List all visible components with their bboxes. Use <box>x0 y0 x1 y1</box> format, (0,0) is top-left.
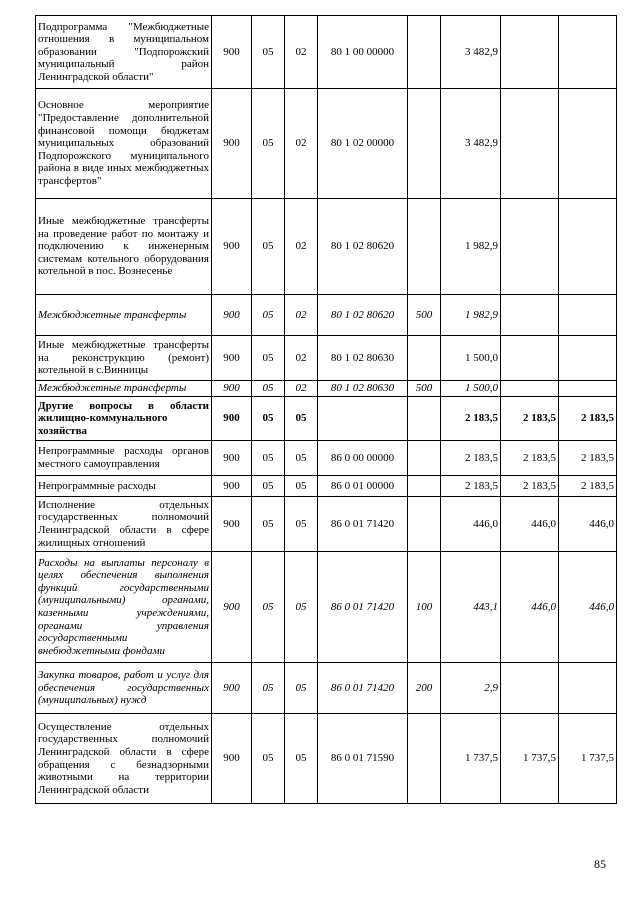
table-row <box>36 16 617 89</box>
row-vr: 500 <box>408 381 441 397</box>
row-sum-1: 446,0 <box>441 497 501 552</box>
row-sum-3 <box>559 663 617 714</box>
row-sum-3: 2 183,5 <box>559 441 617 476</box>
table-row <box>36 714 617 804</box>
row-sum-2 <box>501 381 559 397</box>
row-sum-2: 2 183,5 <box>501 397 559 441</box>
row-vr <box>408 497 441 552</box>
row-rz: 05 <box>252 295 285 336</box>
row-sum-1: 1 982,9 <box>441 295 501 336</box>
table-row <box>36 476 617 497</box>
table-row <box>36 89 617 199</box>
row-adm: 900 <box>212 16 252 89</box>
row-rz: 05 <box>252 381 285 397</box>
row-rz: 05 <box>252 714 285 804</box>
row-csr: 80 1 02 80620 <box>318 295 408 336</box>
row-sum-2: 446,0 <box>501 552 559 663</box>
row-sum-3 <box>559 89 617 199</box>
row-adm: 900 <box>212 89 252 199</box>
row-rz: 05 <box>252 89 285 199</box>
row-rz: 05 <box>252 199 285 295</box>
row-rz: 05 <box>252 16 285 89</box>
row-sum-3: 2 183,5 <box>559 397 617 441</box>
row-csr: 80 1 02 80620 <box>318 199 408 295</box>
row-vr <box>408 714 441 804</box>
table-row <box>36 397 617 441</box>
row-rz: 05 <box>252 497 285 552</box>
row-rz: 05 <box>252 663 285 714</box>
row-sum-3 <box>559 16 617 89</box>
row-name: Иные межбюджетные трансферты на проведение работ по монтажу и подключению к инженерным системам котельного оборудования котельной в пос. Вознесенье <box>36 199 212 295</box>
row-vr: 200 <box>408 663 441 714</box>
row-name: Другие вопросы в области жилищно-коммунального хозяйства <box>36 397 212 441</box>
row-sum-1: 2 183,5 <box>441 441 501 476</box>
row-name: Подпрограмма "Межбюджетные отношения в муниципальном образовании "Подпорожский муниципальный район Ленинградской области" <box>36 16 212 89</box>
row-pr: 02 <box>285 16 318 89</box>
row-pr: 05 <box>285 552 318 663</box>
table-row <box>36 381 617 397</box>
row-name: Расходы на выплаты персоналу в целях обеспечения выполнения функций государственными (муниципальными) органами, казенными учреждениями, органами управления государственными внебюджетными фондами <box>36 552 212 663</box>
row-sum-3 <box>559 381 617 397</box>
row-pr: 02 <box>285 336 318 381</box>
row-vr <box>408 199 441 295</box>
row-sum-3: 446,0 <box>559 552 617 663</box>
table-row <box>36 336 617 381</box>
row-pr: 02 <box>285 381 318 397</box>
row-vr <box>408 476 441 497</box>
table-row <box>36 199 617 295</box>
row-vr <box>408 441 441 476</box>
row-sum-2: 2 183,5 <box>501 476 559 497</box>
row-sum-3: 446,0 <box>559 497 617 552</box>
row-name: Непрограммные расходы органов местного самоуправления <box>36 441 212 476</box>
row-adm: 900 <box>212 663 252 714</box>
row-vr: 100 <box>408 552 441 663</box>
row-sum-2 <box>501 663 559 714</box>
row-vr <box>408 16 441 89</box>
row-pr: 05 <box>285 663 318 714</box>
row-adm: 900 <box>212 441 252 476</box>
row-sum-1: 1 982,9 <box>441 199 501 295</box>
table-row <box>36 295 617 336</box>
row-adm: 900 <box>212 336 252 381</box>
row-csr: 80 1 00 00000 <box>318 16 408 89</box>
row-csr: 86 0 01 71590 <box>318 714 408 804</box>
row-csr: 86 0 01 71420 <box>318 497 408 552</box>
row-csr: 80 1 02 00000 <box>318 89 408 199</box>
row-adm: 900 <box>212 552 252 663</box>
row-adm: 900 <box>212 199 252 295</box>
row-vr <box>408 397 441 441</box>
row-name: Непрограммные расходы <box>36 476 212 497</box>
row-pr: 05 <box>285 441 318 476</box>
row-sum-3 <box>559 199 617 295</box>
row-adm: 900 <box>212 381 252 397</box>
row-csr: 86 0 01 71420 <box>318 552 408 663</box>
row-pr: 05 <box>285 497 318 552</box>
row-pr: 02 <box>285 295 318 336</box>
row-sum-1: 1 500,0 <box>441 381 501 397</box>
row-adm: 900 <box>212 295 252 336</box>
row-rz: 05 <box>252 476 285 497</box>
row-csr: 80 1 02 80630 <box>318 336 408 381</box>
row-sum-2 <box>501 199 559 295</box>
table-row <box>36 441 617 476</box>
row-sum-1: 2,9 <box>441 663 501 714</box>
row-name: Иные межбюджетные трансферты на реконструкцию (ремонт) котельной в с.Винницы <box>36 336 212 381</box>
budget-table <box>35 15 617 804</box>
table-row <box>36 552 617 663</box>
row-sum-1: 2 183,5 <box>441 397 501 441</box>
row-sum-1: 443,1 <box>441 552 501 663</box>
row-sum-1: 3 482,9 <box>441 89 501 199</box>
row-name: Межбюджетные трансферты <box>36 381 212 397</box>
row-pr: 05 <box>285 397 318 441</box>
row-name: Межбюджетные трансферты <box>36 295 212 336</box>
table-row <box>36 497 617 552</box>
row-sum-3 <box>559 295 617 336</box>
row-sum-1: 2 183,5 <box>441 476 501 497</box>
row-adm: 900 <box>212 497 252 552</box>
row-sum-3: 1 737,5 <box>559 714 617 804</box>
row-vr: 500 <box>408 295 441 336</box>
row-adm: 900 <box>212 476 252 497</box>
row-sum-3 <box>559 336 617 381</box>
row-csr: 80 1 02 80630 <box>318 381 408 397</box>
row-rz: 05 <box>252 397 285 441</box>
row-name: Основное мероприятие "Предоставление дополнительной финансовой помощи бюджетам муниципальных образований Подпорожского муниципального района в виде иных межбюджетных трансфертов" <box>36 89 212 199</box>
row-sum-1: 3 482,9 <box>441 16 501 89</box>
row-csr <box>318 397 408 441</box>
row-csr: 86 0 01 00000 <box>318 476 408 497</box>
row-sum-2: 2 183,5 <box>501 441 559 476</box>
row-name: Осуществление отдельных государственных полномочий Ленинградской области в сфере обращения с безнадзорными животными на территории Ленинградской области <box>36 714 212 804</box>
row-sum-2 <box>501 89 559 199</box>
row-sum-2 <box>501 16 559 89</box>
page-number: 85 <box>594 857 606 871</box>
row-rz: 05 <box>252 441 285 476</box>
row-pr: 02 <box>285 89 318 199</box>
row-rz: 05 <box>252 336 285 381</box>
row-name: Исполнение отдельных государственных полномочий Ленинградской области в сфере жилищных отношений <box>36 497 212 552</box>
row-vr <box>408 89 441 199</box>
row-adm: 900 <box>212 397 252 441</box>
row-sum-2 <box>501 336 559 381</box>
row-sum-1: 1 737,5 <box>441 714 501 804</box>
row-pr: 05 <box>285 714 318 804</box>
row-vr <box>408 336 441 381</box>
row-sum-2: 1 737,5 <box>501 714 559 804</box>
row-sum-2 <box>501 295 559 336</box>
row-name: Закупка товаров, работ и услуг для обеспечения государственных (муниципальных) нужд <box>36 663 212 714</box>
row-csr: 86 0 01 71420 <box>318 663 408 714</box>
row-adm: 900 <box>212 714 252 804</box>
row-sum-2: 446,0 <box>501 497 559 552</box>
row-sum-3: 2 183,5 <box>559 476 617 497</box>
row-pr: 02 <box>285 199 318 295</box>
row-pr: 05 <box>285 476 318 497</box>
row-sum-1: 1 500,0 <box>441 336 501 381</box>
row-rz: 05 <box>252 552 285 663</box>
row-csr: 86 0 00 00000 <box>318 441 408 476</box>
table-row <box>36 663 617 714</box>
